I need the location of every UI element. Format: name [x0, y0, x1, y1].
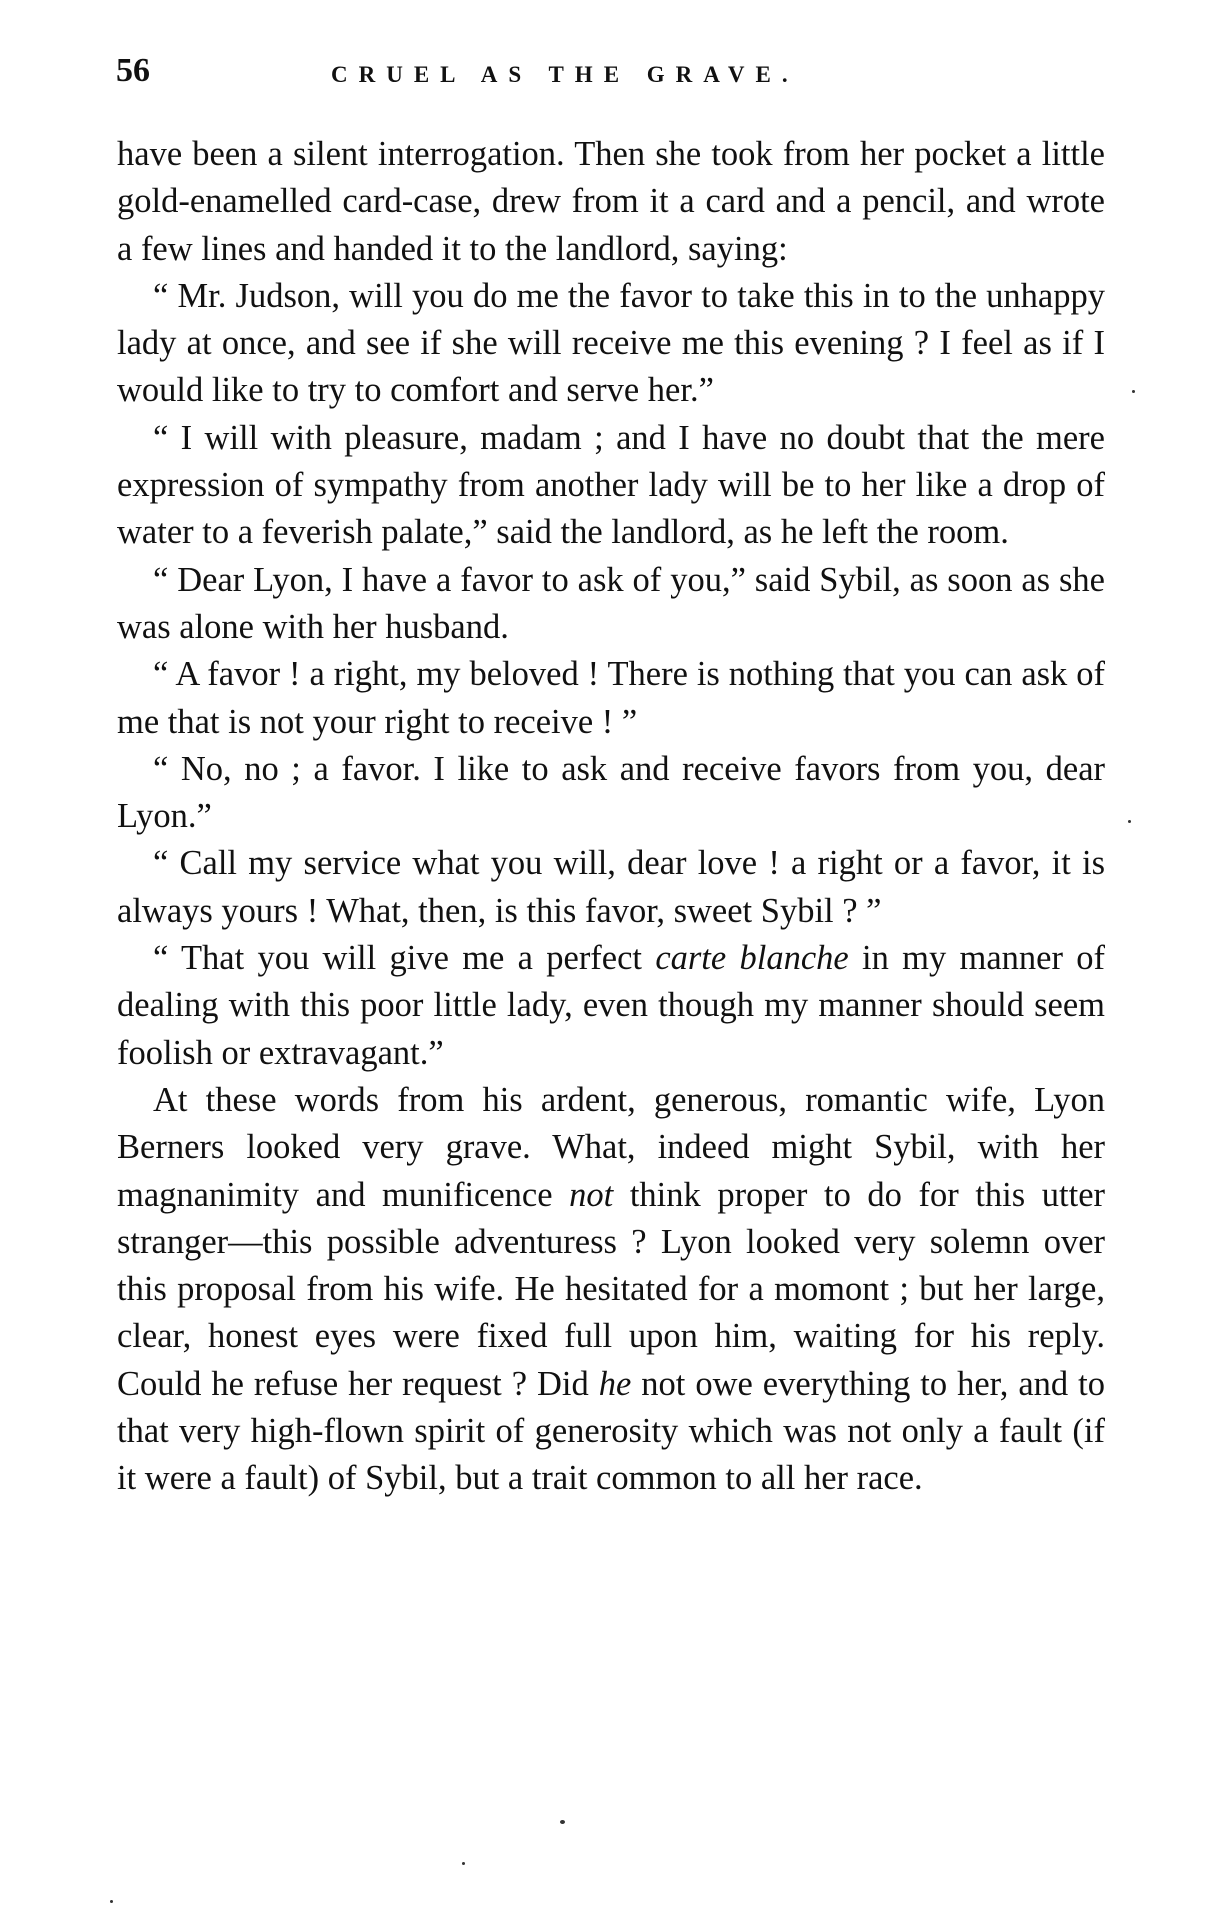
text-run: “ Mr. Judson, will you do me the favor to take this in to the unhappy lady at once, and see if she will receive me this evening ? I feel as if I would like to try to comfort and serve her.”	[117, 276, 1105, 410]
paragraph	[117, 273, 1105, 415]
paragraph	[117, 840, 1105, 935]
body-text	[117, 131, 1105, 1503]
text-run: “ No, no ; a favor. I like to ask and receive favors from you, dear Lyon.”	[117, 749, 1105, 836]
paragraph	[117, 557, 1105, 652]
page-header	[116, 52, 1106, 102]
italic-text: not	[569, 1175, 614, 1214]
text-run: “ Call my service what you will, dear love ! a right or a favor, it is always yours ! What, then, is this favor, sweet Sybil ? ”	[117, 844, 1105, 930]
ink-speck	[462, 1862, 465, 1865]
text-run: “ Dear Lyon, I have a favor to ask of you,” said Sybil, as soon as she was alone with her husband.	[117, 560, 1105, 646]
text-run: not owe everything to her, and to that very high-flown spirit of generosity which was not only a fault (if it were a fault) of Sybil, but a trait common to all her race.	[117, 1364, 1105, 1498]
ink-speck	[1128, 820, 1131, 823]
italic-text: he	[598, 1364, 632, 1403]
paragraph	[117, 935, 1105, 1077]
text-run: “ That you will give me a perfect	[153, 939, 656, 978]
text-run: think proper to do for this utter stranger—this possible adventuress ? Lyon looked very solemn over this proposal from his wife. He hesitated for a momont ; but her large, clear, honest eyes were fixed full upon him, waiting for his reply. Could he refuse her request ? Did	[117, 1175, 1105, 1403]
paragraph	[117, 415, 1105, 557]
ink-speck	[110, 1900, 113, 1903]
running-head: CRUEL AS THE GRAVE.	[331, 62, 799, 87]
text-run: At these words from his ardent, generous, romantic wife, Lyon Berners looked very grave. What, indeed might Sybil, with her magnanimity and munificence	[117, 1080, 1105, 1214]
paragraph	[117, 131, 1105, 273]
text-run: in my manner of dealing with this poor little lady, even though my manner should seem foolish or extravagant.”	[117, 939, 1106, 1072]
text-run: “ A favor ! a right, my beloved ! There is nothing that you can ask of me that is not your right to receive ! ”	[117, 655, 1105, 741]
page-number: 56	[116, 52, 150, 89]
paragraph	[117, 1077, 1105, 1503]
paragraph	[117, 651, 1105, 746]
text-run: have been a silent interrogation. Then she took from her pocket a little gold-enamelled card-case, drew from it a card and a pencil, and wrote a few lines and handed it to the landlord, saying:	[117, 135, 1105, 268]
ink-speck	[1132, 390, 1135, 393]
paragraph	[117, 746, 1105, 841]
ink-speck	[560, 1820, 565, 1824]
italic-text: carte blanche	[655, 939, 849, 978]
text-run: “ I will with pleasure, madam ; and I have no doubt that the mere expression of sympathy from another lady will be to her like a drop of water to a feverish palate,” said the landlord, as he left the room.	[117, 418, 1105, 552]
